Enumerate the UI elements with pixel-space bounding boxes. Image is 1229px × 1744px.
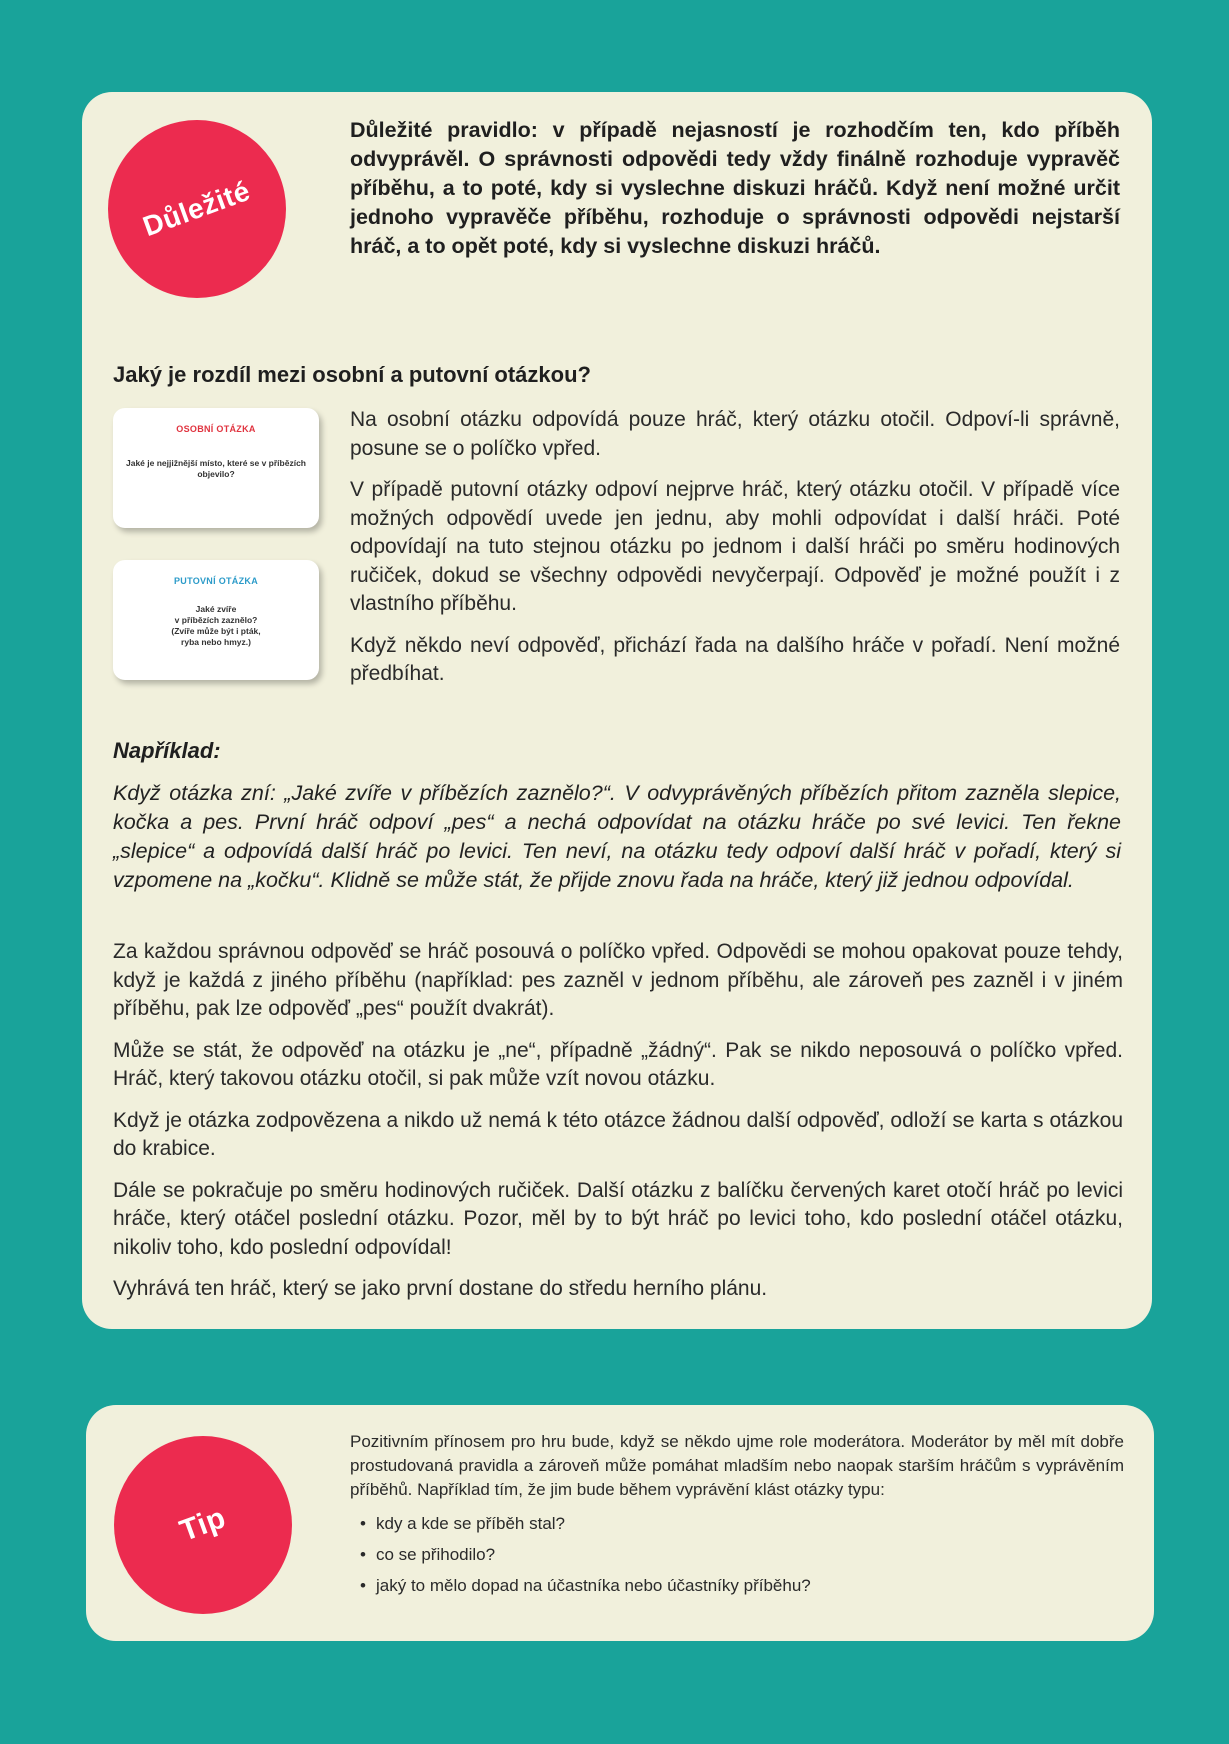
tip-badge-label: Tip — [175, 1501, 231, 1548]
travel-card-title: PUTOVNÍ OTÁZKA — [173, 576, 259, 586]
travel-question-card — [113, 560, 319, 680]
personal-question-card — [113, 408, 319, 528]
rules-body — [113, 938, 1123, 1317]
personal-card-title: OSOBNÍ OTÁZKA — [176, 424, 256, 434]
tip-paragraph: Pozitivním přínosem pro hru bude, když se někdo ujme role moderátora. Moderátor by měl mít dobře prostudovaná pravidla a zároveň může pomáhat mladším nebo naopak starším hráčům s vyprávěním příběhů. Například tím, že jim bude během vyprávění klást otázky typu: — [350, 1432, 1124, 1499]
paragraph: Vyhrává ten hráč, který se jako první dostane do středu herního plánu. — [113, 1277, 768, 1300]
example-heading: Například: — [113, 738, 221, 763]
paragraph: Za každou správnou odpověď se hráč posouvá o políčko vpřed. Odpovědi se mohou opakovat pouze tehdy, když je každá z jiného příběhu (například: pes zazněl v jednom příběhu, ale zároveň pes zazněl i v jiném příběhu, pak lze odpověď „pes“ použít dvakrát). — [113, 940, 1123, 1020]
paragraph: Dále se pokračuje po směru hodinových ručiček. Další otázku z balíčku červených karet otočí hráč po levici hráče, který otáčel poslední otázku. Pozor, měl by to být hráč po levici toho, kdo poslední otáčel otázku, nikoliv toho, kdo poslední odpovídal! — [113, 1178, 1123, 1259]
list-item: • kdy a kde se příběh stal? — [376, 1508, 1124, 1539]
travel-card-text: Jaké zvíře v příbězích zaznělo? (Zvíře může být i pták, ryba nebo hmyz.) — [171, 604, 261, 647]
paragraph: V případě putovní otázky odpoví nejprve hráč, který otázku otočil. V případě více možných odpovědí uvede jen jednu, aby mohli odpovídat i další hráči. Poté odpovídají na tuto stejnou otázku po jednom i další hráči po směru hodinových ručiček, dokud se všechny odpovědi nevyčerpají. Odpověď je možné použít i z vlastního příběhu. — [350, 478, 1120, 615]
tip-badge — [114, 1436, 292, 1614]
paragraph: Na osobní otázku odpovídá pouze hráč, který otázku otočil. Odpoví-li správně, posune se o políčko vpřed. — [350, 408, 1120, 460]
important-rule-text: Důležité pravidlo: v případě nejasností je rozhodčím ten, kdo příběh odvyprávěl. O správnosti odpovědi tedy vždy finálně rozhoduje vypravěč příběhu, a to poté, kdy si vyslechne diskuzi hráčů. Když není možné určit jednoho vypravěče příběhu, rozhoduje o správnosti odpovědi nejstarší hráč, a to opět poté, kdy si vyslechne diskuzi hráčů. — [350, 118, 1120, 258]
personal-card-text: Jaké je nejjižnější místo, které se v příbězích objevilo? — [126, 458, 306, 479]
important-badge-label: Důležité — [139, 174, 255, 243]
list-item: • co se přihodilo? — [376, 1539, 1124, 1570]
tip-bullet-list — [350, 1508, 1124, 1601]
paragraph: Může se stát, že odpověď na otázku je „ne“, případně „žádný“. Pak se nikdo neposouvá o políčko vpřed. Hráč, který takovou otázku otočil, si pak může vzít novou otázku. — [113, 1038, 1123, 1090]
paragraph: Když je otázka zodpovězena a nikdo už nemá k této otázce žádnou další odpověď, odloží se karta s otázkou do krabice. — [113, 1108, 1123, 1160]
paragraph: Když někdo neví odpověď, přichází řada na dalšího hráče v pořadí. Není možné předbíhat. — [350, 633, 1120, 685]
question-explanation — [350, 406, 1120, 702]
tip-text — [350, 1430, 1124, 1601]
example-text: Když otázka zní: „Jaké zvíře v příbězích zaznělo?“. V odvyprávěných příbězích přitom zazněla slepice, kočka a pes. První hráč odpoví „pes“ a nechá odpovídat na otázku hráče po své levici. Ten řekne „slepice“ a odpovídá další hráč po levici. Ten neví, na otázku tedy odpoví další hráč v pořadí, který si vzpomene na „kočku“. Klidně se může stát, že přijde znovu řada na hráče, který již jednou odpovídal. — [113, 781, 1121, 892]
list-item: • jaký to mělo dopad na účastníka nebo účastníky příběhu? — [376, 1570, 1124, 1601]
important-badge — [108, 120, 286, 298]
question-difference-heading: Jaký je rozdíl mezi osobní a putovní otázkou? — [113, 362, 591, 387]
